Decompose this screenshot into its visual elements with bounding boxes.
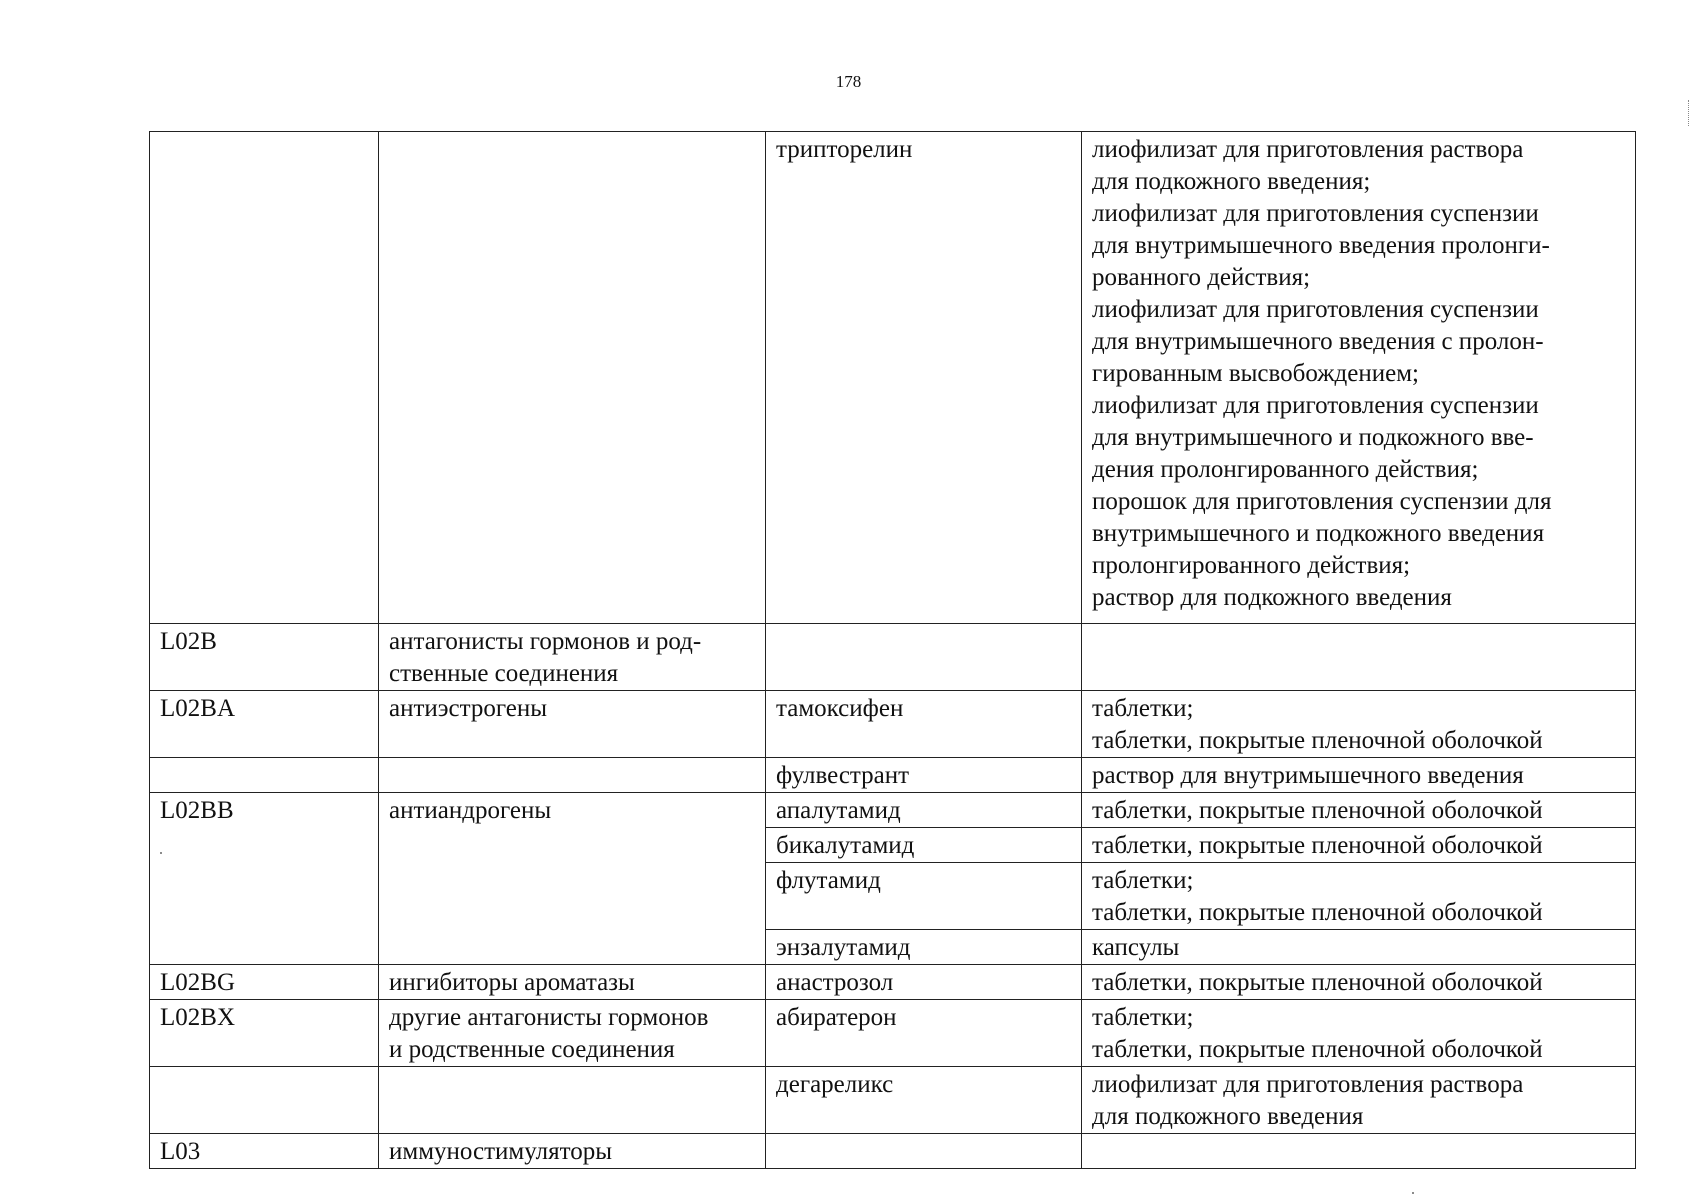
group-cell (379, 132, 766, 624)
table-row (150, 965, 1636, 1000)
page-number: 178 (835, 72, 862, 91)
group-cell (379, 758, 766, 793)
atc-code-cell: L03 (150, 1134, 379, 1169)
atc-code-cell: L02B (150, 624, 379, 691)
drug-cell: тамоксифен (766, 691, 1082, 758)
scan-edge-mark (1688, 100, 1693, 126)
table-row (150, 793, 1636, 828)
group-cell: антагонисты гормонов и род- ственные соединения (379, 624, 766, 691)
atc-code-cell (150, 1067, 379, 1134)
group-cell: иммуностимуляторы (379, 1134, 766, 1169)
table-row (150, 691, 1636, 758)
table-row (150, 1000, 1636, 1067)
drug-cell: дегареликс (766, 1067, 1082, 1134)
group-cell: ингибиторы ароматазы (379, 965, 766, 1000)
scan-speck (1412, 1192, 1414, 1194)
atc-code-cell (150, 758, 379, 793)
table-row (150, 1067, 1636, 1134)
dosage-form-cell: таблетки, покрытые пленочной оболочкой (1082, 828, 1636, 863)
table-row (150, 624, 1636, 691)
group-cell: другие антагонисты гормонов и родственные соединения (379, 1000, 766, 1067)
dosage-form-cell (1082, 624, 1636, 691)
dosage-form-cell: лиофилизат для приготовления раствора для подкожного введения (1082, 1067, 1636, 1134)
drug-cell: бикалутамид (766, 828, 1082, 863)
atc-code-cell: L02BG (150, 965, 379, 1000)
drug-cell: флутамид (766, 863, 1082, 930)
group-cell: антиандрогены (379, 793, 766, 965)
dosage-form-cell: таблетки, покрытые пленочной оболочкой (1082, 965, 1636, 1000)
dosage-form-cell: таблетки; таблетки, покрытые пленочной оболочкой (1082, 1000, 1636, 1067)
scan-speck (160, 852, 162, 854)
atc-code-cell: L02BA (150, 691, 379, 758)
drug-cell: фулвестрант (766, 758, 1082, 793)
dosage-form-cell: раствор для внутримышечного введения (1082, 758, 1636, 793)
drug-cell: энзалутамид (766, 930, 1082, 965)
table-row (150, 1134, 1636, 1169)
drug-cell: апалутамид (766, 793, 1082, 828)
drug-table (149, 131, 1636, 1169)
drug-cell: трипторелин (766, 132, 1082, 624)
drug-cell: анастрозол (766, 965, 1082, 1000)
table-row (150, 132, 1636, 624)
table-row (150, 758, 1636, 793)
drug-cell (766, 1134, 1082, 1169)
dosage-form-cell: таблетки; таблетки, покрытые пленочной оболочкой (1082, 691, 1636, 758)
dosage-form-cell: таблетки, покрытые пленочной оболочкой (1082, 793, 1636, 828)
group-cell (379, 1067, 766, 1134)
dosage-form-cell: капсулы (1082, 930, 1636, 965)
dosage-form-cell: таблетки; таблетки, покрытые пленочной оболочкой (1082, 863, 1636, 930)
atc-code-cell (150, 132, 379, 624)
group-cell: антиэстрогены (379, 691, 766, 758)
drug-cell (766, 624, 1082, 691)
dosage-form-cell: лиофилизат для приготовления раствора для подкожного введения; лиофилизат для приготовления суспензии для внутримышечного введения пролонги- рованного действия; лиофилизат для приготовления суспензии для внутримышечного введения с пролон- гированным высвобождением; лиофилизат для приготовления суспензии для внутримышечного и подкожного вве- дения пролонгированного действия; порошок для приготовления суспензии для внутримышечного и подкожного введения пролонгированного действия; раствор для подкожного введения (1082, 132, 1636, 624)
atc-code-cell: L02BB (150, 793, 379, 965)
atc-code-cell: L02BX (150, 1000, 379, 1067)
drug-cell: абиратерон (766, 1000, 1082, 1067)
dosage-form-cell (1082, 1134, 1636, 1169)
